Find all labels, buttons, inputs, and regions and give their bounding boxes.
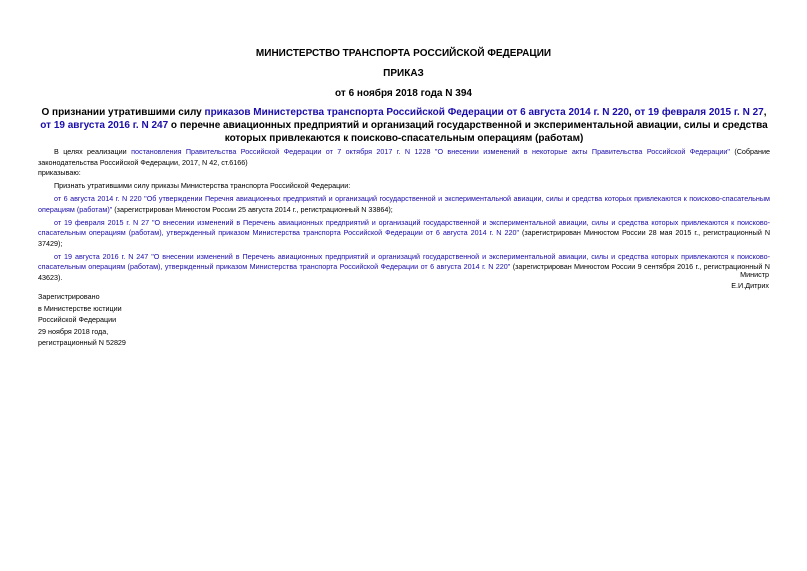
link-order-27[interactable]: от 19 февраля 2015 г. N 27 "О внесении изменений в Перечень авиационных предприятий и организаций государственной и экспериментальной авиации, силы и средства которых привлекаются к поисково-спасательным операциям (работам), утвержденный приказом Министерства транспорта Российской Федерации от 6 августа 2014 г. N 220" bbox=[38, 217, 770, 237]
link-order-247[interactable]: от 19 августа 2016 г. N 247 "О внесении изменений в Перечень авиационных предприятий и организаций государственной и экспериментальной авиации, силы и средства которых привлекаются к поисково-спасательным операциям (работам), утвержденный приказом Министерства транспорта Российской Федерации от 6 августа 2014 г. N 220" bbox=[38, 251, 770, 271]
order-word: приказываю: bbox=[38, 168, 81, 177]
registration-line: Российской Федерации bbox=[38, 315, 117, 324]
signature-block bbox=[731, 270, 769, 291]
title-link-order-247[interactable]: от 19 августа 2016 г. N 247 bbox=[40, 120, 169, 131]
registration-block bbox=[38, 291, 126, 349]
registration-note: (зарегистрирован Минюстом России 25 августа 2014 г., регистрационный N 33864); bbox=[112, 204, 393, 214]
signatory-position: Министр bbox=[740, 270, 769, 279]
title-text-start: О признании утратившими силу bbox=[41, 107, 205, 118]
list-item-order-220 bbox=[38, 194, 770, 215]
registration-number: регистрационный N 52829 bbox=[38, 338, 126, 347]
document-body bbox=[38, 147, 770, 283]
title-text-end: о перечне авиационных предприятий и организаций государственной и экспериментальной авиации, силы и средства которых привлекаются к поисково-спасательным операциям (работам) bbox=[168, 120, 768, 144]
registration-line: Зарегистрировано bbox=[38, 292, 100, 301]
registration-note: (зарегистрирован Минюстом России 28 мая 2015 г., регистрационный N 37429); bbox=[38, 228, 771, 248]
list-item-order-247 bbox=[38, 252, 770, 284]
registration-line: в Министерстве юстиции bbox=[38, 303, 122, 313]
document-title bbox=[38, 106, 770, 145]
preamble-paragraph bbox=[38, 147, 770, 168]
preamble-link-resolution-1228[interactable]: постановления Правительства Российской Федерации от 7 октября 2017 г. N 1228 "О внесении изменений в некоторые акты Правительства Российской Федерации" bbox=[131, 147, 730, 156]
document-date: от 6 ноября 2018 года N 394 bbox=[335, 88, 472, 99]
title-separator: , bbox=[763, 107, 767, 118]
preamble-source: (Собрание законодательства Российской Федерации, 2017, N 42, ст.6166) bbox=[38, 147, 771, 167]
title-separator: , bbox=[628, 107, 635, 118]
title-link-order-27[interactable]: от 19 февраля 2015 г. N 27 bbox=[634, 107, 764, 118]
recognize-paragraph: Признать утратившими силу приказы Министерства транспорта Российской Федерации: bbox=[54, 181, 351, 190]
registration-note: (зарегистрирован Минюстом России 9 сентября 2016 г., регистрационный N 43623). bbox=[38, 262, 770, 282]
link-order-220[interactable]: от 6 августа 2014 г. N 220 "Об утверждении Перечня авиационных предприятий и организаций государственной и экспериментальной авиации, силы и средства которых привлекаются к поисково-спасательным операциям (работам)" bbox=[38, 194, 770, 214]
preamble-text: В целях реализации bbox=[54, 147, 132, 156]
document-type: ПРИКАЗ bbox=[383, 68, 424, 79]
signatory-name: Е.И.Дитрих bbox=[731, 280, 769, 290]
registration-date: 29 ноября 2018 года, bbox=[38, 326, 109, 336]
list-item-order-27 bbox=[38, 218, 770, 250]
title-link-order-220[interactable]: приказов Министерства транспорта Российской Федерации от 6 августа 2014 г. N 220 bbox=[204, 107, 629, 118]
ministry-header: МИНИСТЕРСТВО ТРАНСПОРТА РОССИЙСКОЙ ФЕДЕРАЦИИ bbox=[255, 48, 552, 59]
